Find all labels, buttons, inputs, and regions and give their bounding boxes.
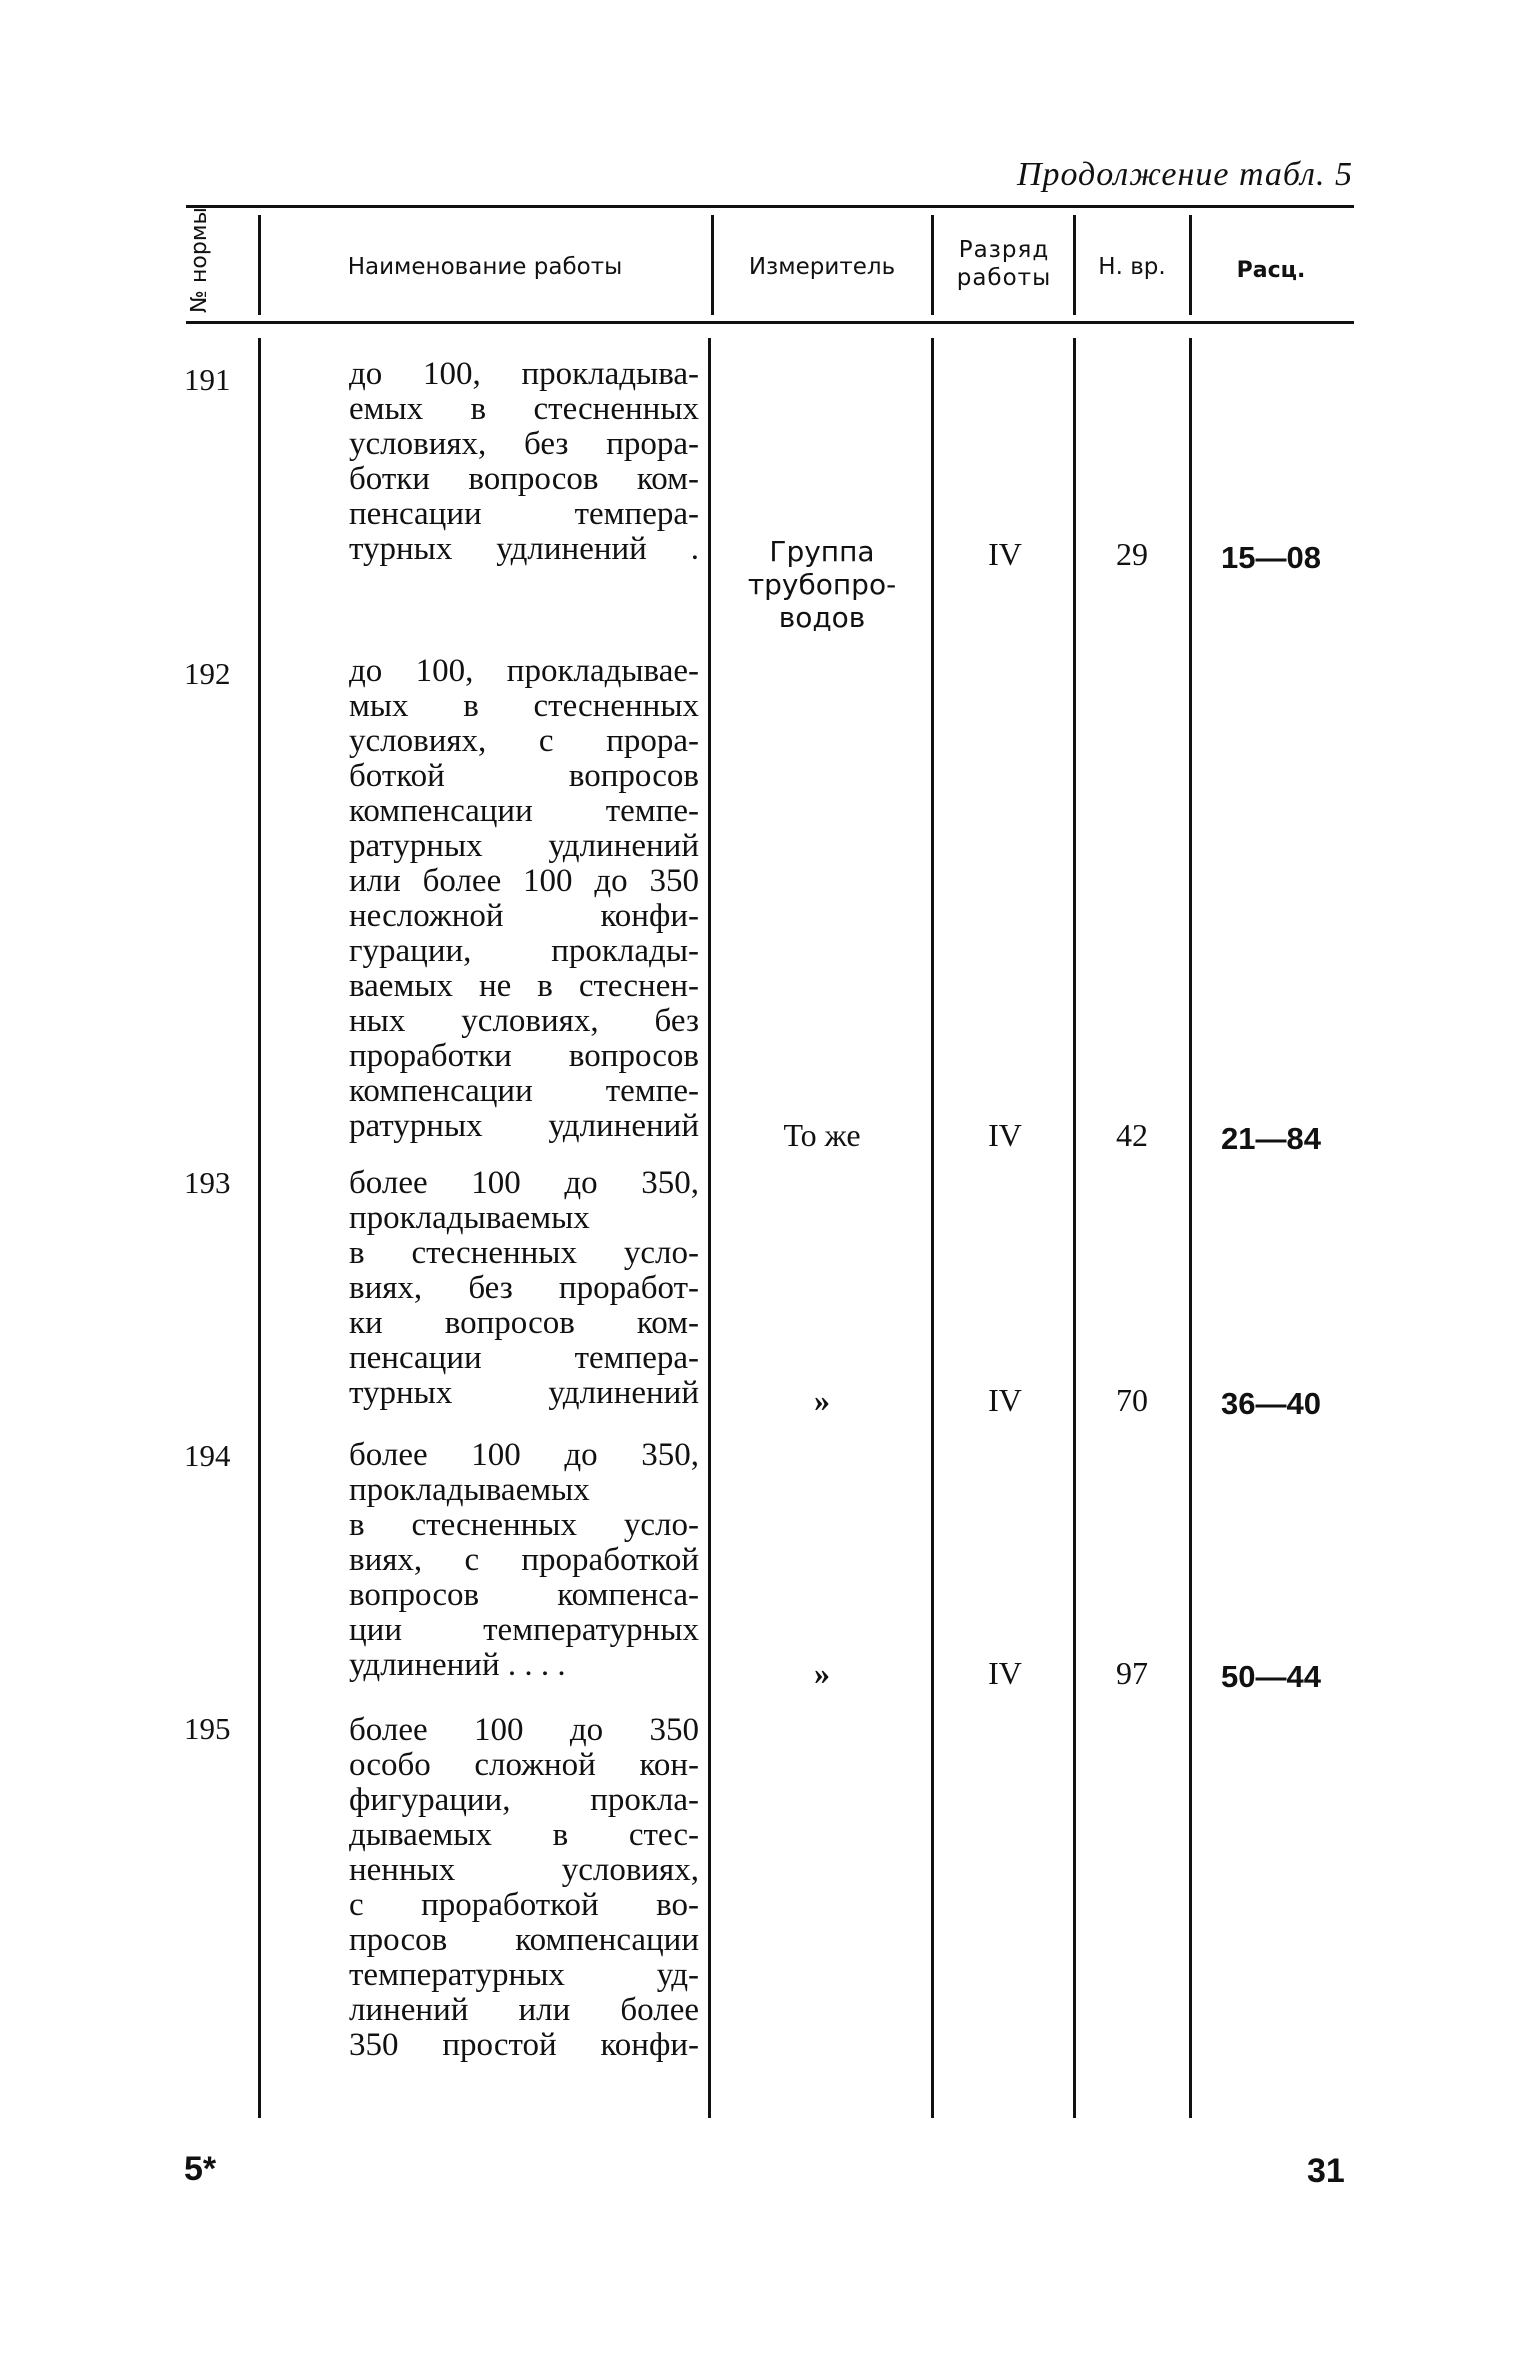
row-194-norm-time: 97 bbox=[1116, 1655, 1148, 1691]
row-193-number: 193 bbox=[184, 1165, 231, 1200]
body-divider-2 bbox=[708, 338, 711, 2118]
row-195-work-name bbox=[349, 1713, 699, 2063]
header-measure: Измеритель bbox=[748, 254, 896, 280]
text-line: ненных условиях, bbox=[349, 1852, 699, 1888]
text-line: прокладываемых bbox=[349, 1472, 590, 1508]
header-work-name: Наименование работы bbox=[347, 254, 623, 280]
text-line: просов компенсации bbox=[349, 1922, 699, 1958]
table-top-rule bbox=[186, 205, 1354, 208]
text-line: компенсации темпе- bbox=[349, 1073, 699, 1109]
text-line: ных условиях, без bbox=[349, 1003, 699, 1039]
row-194-number: 194 bbox=[184, 1438, 231, 1473]
text-line: удлинений . . . . bbox=[349, 1647, 566, 1683]
text-line: гурации, проклады- bbox=[349, 933, 699, 969]
header-grade: Разряд работы bbox=[956, 237, 1052, 291]
text-line: температурных уд- bbox=[349, 1957, 699, 1993]
row-193-norm-time: 70 bbox=[1116, 1382, 1148, 1418]
row-193-rate: 36—40 bbox=[1221, 1386, 1321, 1421]
row-191-number: 191 bbox=[184, 362, 231, 397]
row-195-number: 195 bbox=[184, 1711, 231, 1746]
text-line: линений или более bbox=[349, 1992, 699, 2028]
text-line: виях, без проработ- bbox=[349, 1270, 699, 1306]
header-divider-5 bbox=[1189, 215, 1192, 315]
text-line: фигурации, прокла- bbox=[349, 1782, 699, 1818]
text-line: с проработкой во- bbox=[349, 1887, 699, 1923]
text-line: пенсации темпера- bbox=[349, 1340, 699, 1376]
text-line: ки вопросов ком- bbox=[349, 1305, 699, 1341]
row-191-norm-time: 29 bbox=[1116, 536, 1148, 572]
text-line: боткой вопросов bbox=[349, 758, 699, 794]
row-194-grade: IV bbox=[988, 1655, 1022, 1691]
table-continuation-title: Продолжение табл. 5 bbox=[1016, 156, 1353, 193]
row-191-grade: IV bbox=[988, 536, 1022, 572]
row-192-measure: То же bbox=[783, 1117, 861, 1153]
body-divider-4 bbox=[1073, 338, 1076, 2118]
text-line: до 100, прокладывае- bbox=[349, 653, 699, 689]
row-193-measure: » bbox=[814, 1382, 830, 1418]
text-line: вопросов компенса- bbox=[349, 1577, 699, 1613]
row-193-work-name bbox=[349, 1166, 699, 1411]
text-line: дываемых в стес- bbox=[349, 1817, 699, 1853]
row-194-rate: 50—44 bbox=[1221, 1659, 1321, 1694]
text-line: до 100, прокладыва- bbox=[349, 356, 699, 392]
text-line: 350 простой конфи- bbox=[349, 2027, 699, 2063]
text-line: ботки вопросов ком- bbox=[349, 461, 699, 497]
text-line: или более 100 до 350 bbox=[349, 863, 699, 899]
header-divider-2 bbox=[711, 215, 714, 315]
text-line: виях, с проработкой bbox=[349, 1542, 699, 1578]
text-line: турных удлинений . bbox=[349, 531, 699, 567]
text-line: особо сложной кон- bbox=[349, 1747, 699, 1783]
row-192-rate: 21—84 bbox=[1221, 1121, 1321, 1156]
text-line: более 100 до 350 bbox=[349, 1712, 699, 1748]
group-measure-label: Группа трубопро- водов bbox=[747, 535, 897, 634]
header-divider-4 bbox=[1073, 215, 1076, 315]
text-line: компенсации темпе- bbox=[349, 793, 699, 829]
text-line: емых в стесненных bbox=[349, 391, 699, 427]
header-divider-1 bbox=[258, 215, 261, 315]
text-line: прокладываемых bbox=[349, 1200, 590, 1236]
text-line: ратурных удлинений bbox=[349, 1108, 699, 1144]
row-194-measure: » bbox=[814, 1655, 830, 1691]
text-line: более 100 до 350, bbox=[349, 1165, 699, 1201]
table-header-rule bbox=[186, 321, 1354, 324]
row-192-number: 192 bbox=[184, 656, 231, 691]
header-rate: Расц. bbox=[1236, 258, 1306, 283]
header-divider-3 bbox=[931, 215, 934, 315]
text-line: в стесненных усло- bbox=[349, 1235, 699, 1271]
text-line: в стесненных усло- bbox=[349, 1507, 699, 1543]
row-192-norm-time: 42 bbox=[1116, 1117, 1148, 1153]
body-divider-3 bbox=[931, 338, 934, 2118]
row-193-grade: IV bbox=[988, 1382, 1022, 1418]
row-191-work-name bbox=[349, 357, 699, 567]
row-194-work-name bbox=[349, 1438, 699, 1683]
signature-mark: 5* bbox=[184, 2150, 217, 2188]
text-line: турных удлинений bbox=[349, 1375, 699, 1411]
row-192-grade: IV bbox=[988, 1117, 1022, 1153]
header-norm-time: Н. вр. bbox=[1098, 254, 1166, 280]
text-line: условиях, с прора- bbox=[349, 723, 699, 759]
text-line: ратурных удлинений bbox=[349, 828, 699, 864]
text-line: ваемых не в стеснен- bbox=[349, 968, 699, 1004]
text-line: более 100 до 350, bbox=[349, 1437, 699, 1473]
row-192-work-name bbox=[349, 654, 699, 1144]
header-norm-number: № нормы bbox=[187, 207, 212, 313]
text-line: проработки вопросов bbox=[349, 1038, 699, 1074]
text-line: условиях, без прора- bbox=[349, 426, 699, 462]
text-line: мых в стесненных bbox=[349, 688, 699, 724]
text-line: ции температурных bbox=[349, 1612, 699, 1648]
page-number: 31 bbox=[1307, 2152, 1345, 2190]
body-divider-5 bbox=[1189, 338, 1192, 2118]
row-191-rate: 15—08 bbox=[1221, 540, 1321, 575]
body-divider-1 bbox=[258, 338, 261, 2118]
text-line: несложной конфи- bbox=[349, 898, 699, 934]
text-line: пенсации темпера- bbox=[349, 496, 699, 532]
